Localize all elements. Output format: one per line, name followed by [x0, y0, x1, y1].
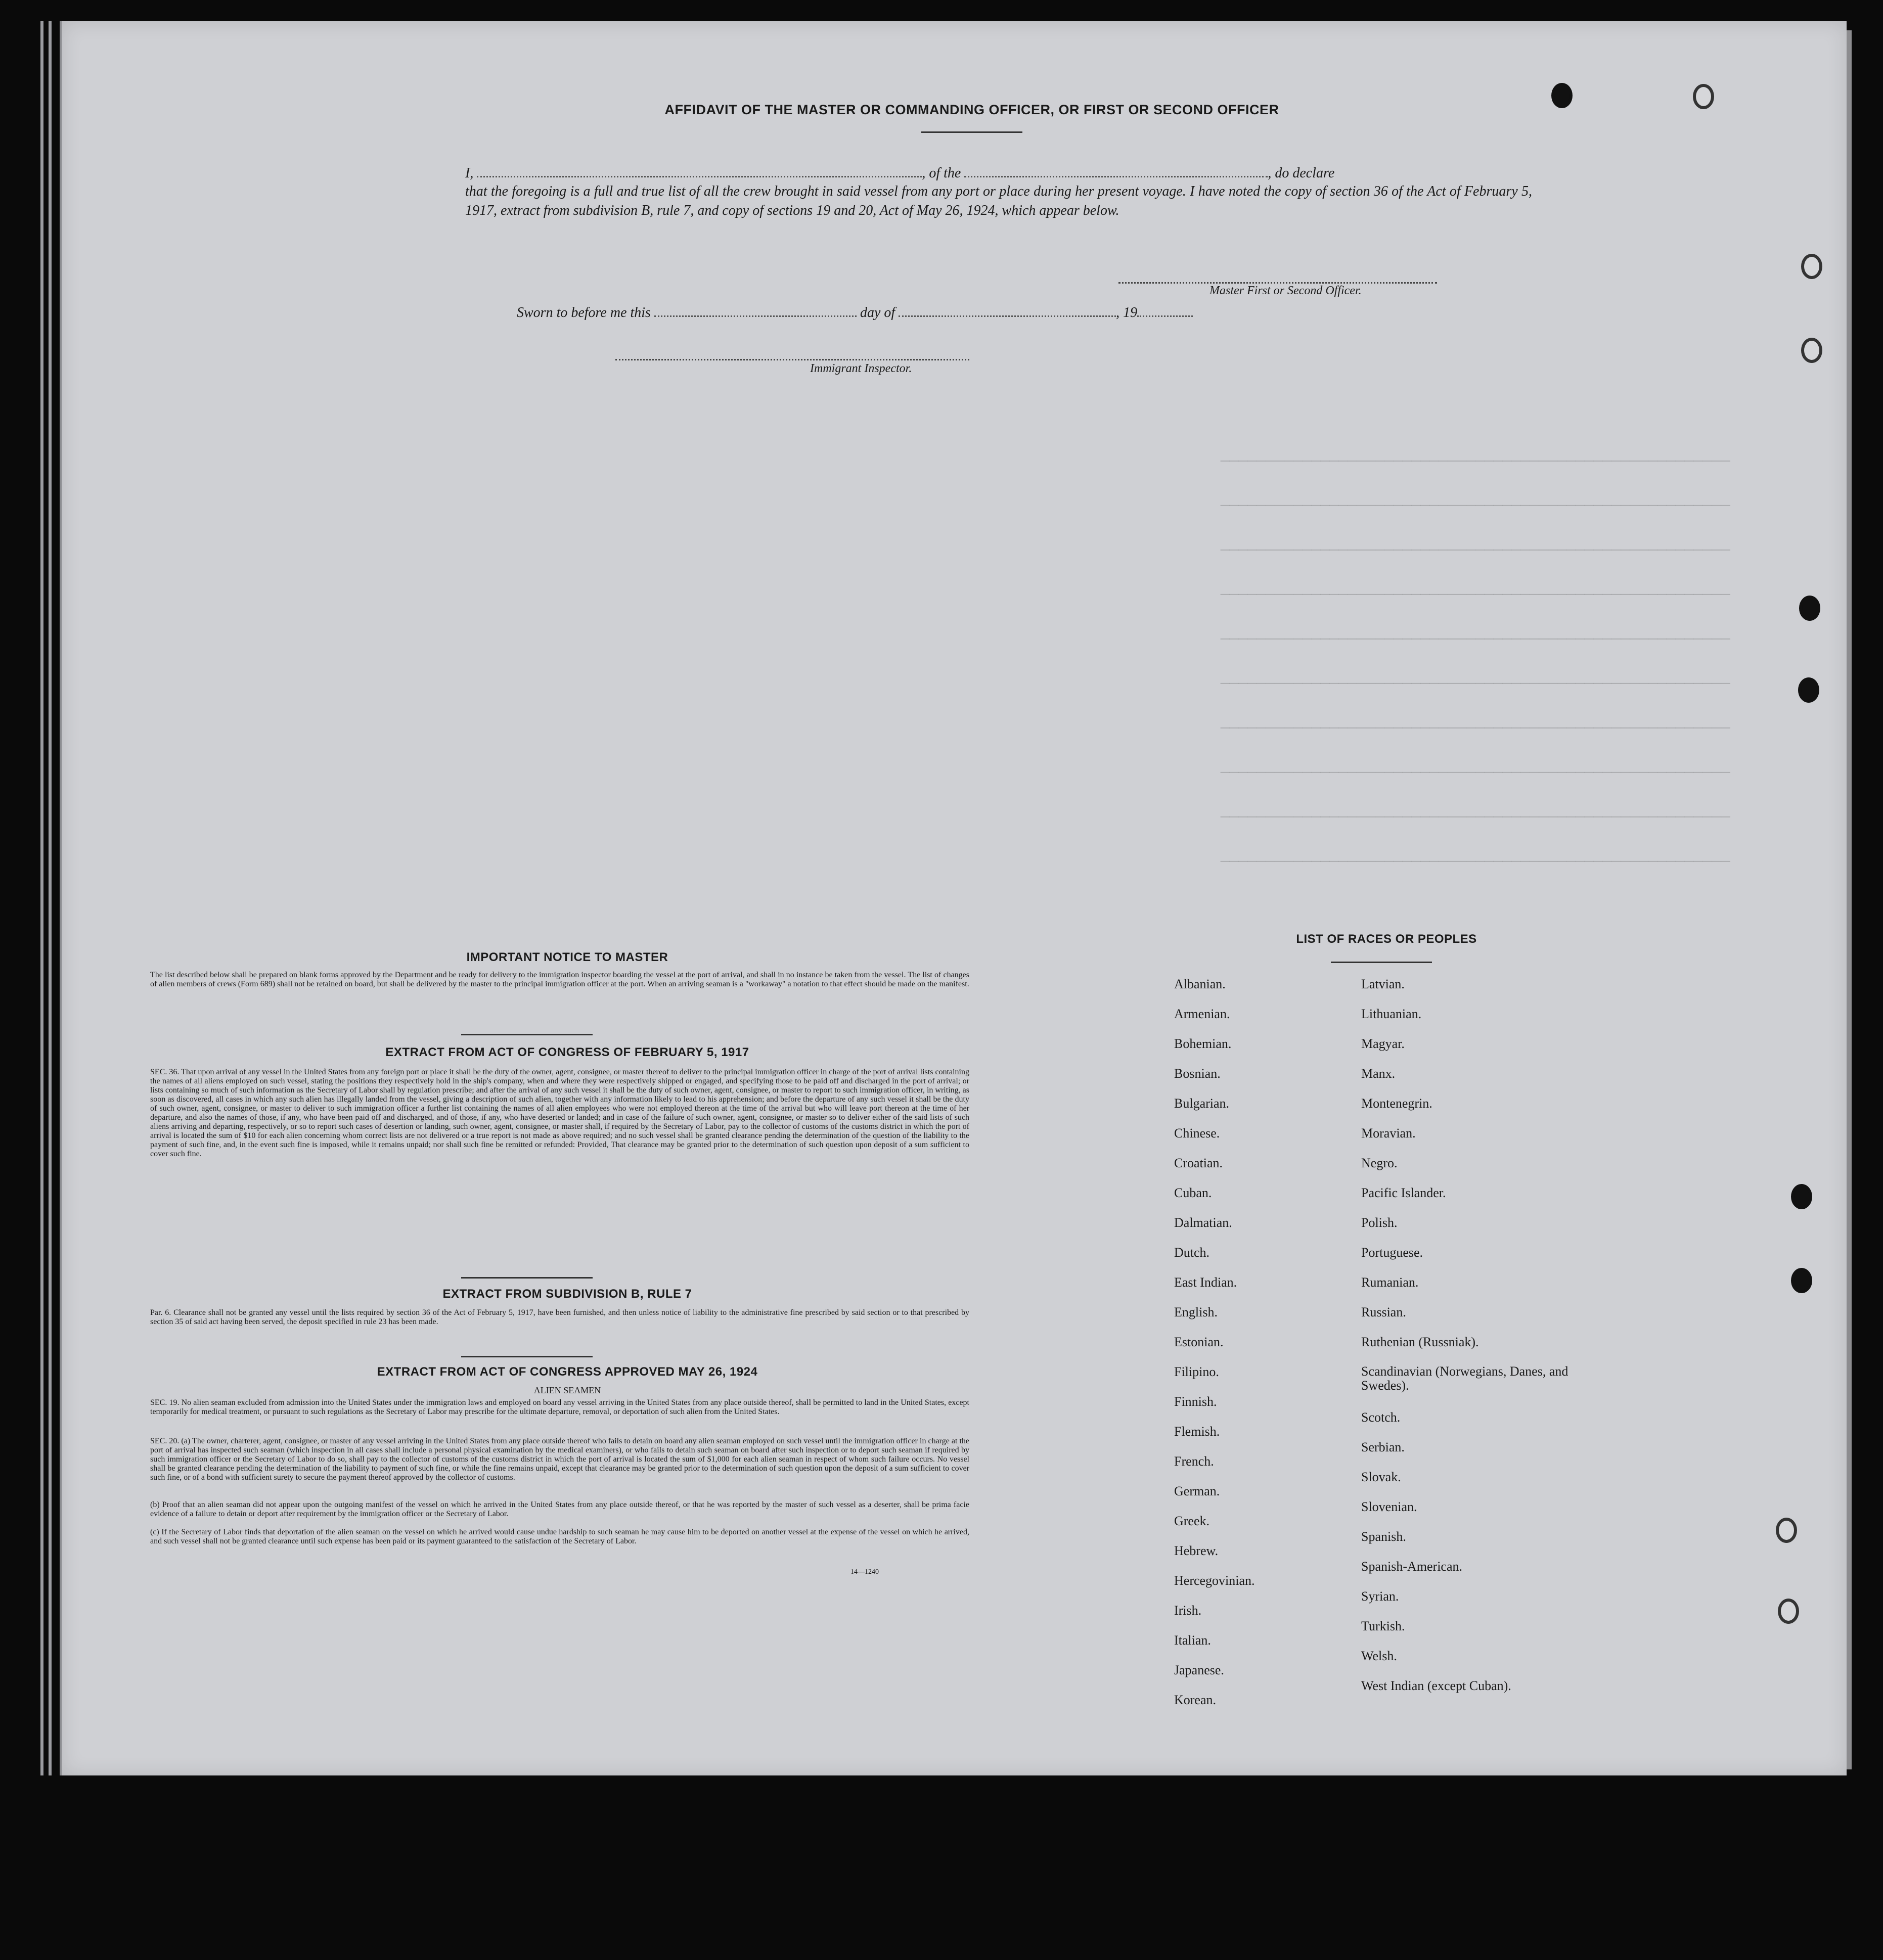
- sworn-year-field[interactable]: [1137, 303, 1193, 317]
- race-item: Scotch.: [1361, 1410, 1401, 1425]
- race-item: Negro.: [1361, 1156, 1398, 1170]
- race-item: Spanish-American.: [1361, 1559, 1463, 1574]
- affidavit-body: that the foregoing is a full and true list of all the crew brought in said vessel from any port or place during her present voyage. I have noted the copy of section 36 of the Act of February 5, 1917, extract from subdivision B, rule 7, and copy of sections 19 and 20, Act of May 26, 1924, which appear below.: [465, 184, 1532, 218]
- race-item: West Indian (except Cuban).: [1361, 1678, 1511, 1693]
- bleed-through-rows: ──────────────────────────────────────────────────────── ──────────────────────────────────────────────────────── ──────────────────────────────────────────────────────── ──────────────────────────────────────────────────────── ──────────────────────────────────────────────────────── ──────────────────────────────────────────────────────── ──────────────────────────────────────────────────────── ──────────────────────────────────────────────────────── ──────────────────────────────────────────────────────── ────────────────────────────────────────────────────────: [1220, 453, 1730, 871]
- inspector-signature-line[interactable]: [615, 359, 969, 360]
- race-item: Albanian.: [1174, 977, 1226, 991]
- race-item: Bosnian.: [1174, 1066, 1221, 1081]
- race-item: Pacific Islander.: [1361, 1186, 1446, 1200]
- extract-1924-sec20b: (b) Proof that an alien seaman did not appear upon the outgoing manifest of the vessel on which he arrived in the United States from any place outside thereof, or that he was reported by the master of such vessel as a deserter, shall be prima facie evidence of a failure to detain or deport after requirement by the immigration officer or the Secretary of Labor.: [150, 1500, 969, 1518]
- race-item: Portuguese.: [1361, 1245, 1423, 1260]
- extract-1917-rule: [461, 1277, 593, 1279]
- master-signature-line[interactable]: [1118, 282, 1437, 284]
- race-item: French.: [1174, 1454, 1214, 1469]
- notice-text: The list described below shall be prepared on blank forms approved by the Department and be ready for delivery to the immigration inspector boarding the vessel at the port of arrival, and shall in no instance be taken from the vessel. The list of changes of alien members of crews (Form 689) shall not be retained on board, but shall be delivered by the master to the principal immigration officer at the port. When an arriving seaman is a "workaway" a notation to that effect should be made on the manifest.: [150, 971, 969, 988]
- binder-hole-icon: [1551, 83, 1573, 108]
- race-item: Moravian.: [1361, 1126, 1416, 1141]
- extract-1917-title: EXTRACT FROM ACT OF CONGRESS OF FEBRUARY 5, 1917: [385, 1045, 749, 1059]
- extract-1917-text: SEC. 36. That upon arrival of any vessel in the United States from any foreign port or place it shall be the duty of the owner, agent, consignee, or master thereof to deliver to the principal immigration officer in charge of the port of arrival lists containing the names of all aliens employed on such vessel, stating the positions they respectively hold in the ship's company, when and where they were respectively shipped or engaged, and specifying those to be paid off and discharged in the port of arrival; or lists containing so much of such information as the Secretary of Labor shall by regulation prescribe; and after the arrival of any such vessel it shall be the duty of such owner, agent, consignee, or master to report to such immigration officer, in writing, as soon as discovered, all cases in which any such alien has illegally landed from the vessel, giving a description of such alien, together with any information likely to lead to his apprehension; and before the departure of any such vessel it shall be the duty of such owner, agent, consignee, or master to deliver to such immigration officer a further list containing the names of all alien employees who were not employed thereon at the time of the arrival but who will leave port thereon at the time of her departure, and also the names of those, if any, who have been paid off and discharged, and of those, if any, who have deserted or landed; and in case of the failure of such owner, agent, consignee, or master so to deliver either of the said lists of such aliens arriving and departing, respectively, or so to report such cases of desertion or landing, such owner, agent, consignee, or master shall, if required by the Secretary of Labor, pay to the collector of customs of the customs district in which the port of arrival is located the sum of $10 for each alien concerning whom correct lists are not delivered or a true report is not made as above required; and no such vessel shall be granted clearance pending the determination of the question of the liability to the payment of such fine, and, in the event such fine is imposed, while it remains unpaid; nor shall such fine be remitted or refunded: Provided, That clearance may be granted prior to the determination of such question upon deposit of a sum sufficient to cover such fine.: [150, 1068, 969, 1158]
- manifest-page: [60, 21, 1847, 1775]
- race-item: Serbian.: [1361, 1440, 1405, 1454]
- race-item: Dalmatian.: [1174, 1215, 1232, 1230]
- race-item: Welsh.: [1361, 1649, 1397, 1663]
- race-item: Bohemian.: [1174, 1036, 1232, 1051]
- race-item: Chinese.: [1174, 1126, 1220, 1141]
- affidavit-title: AFFIDAVIT OF THE MASTER OR COMMANDING OFFICER, OR FIRST OR SECOND OFFICER: [664, 102, 1279, 117]
- sworn-month-field[interactable]: [899, 303, 1116, 317]
- binder-hole-icon: [1799, 596, 1820, 621]
- sworn-day-field[interactable]: [654, 303, 857, 317]
- race-item: German.: [1174, 1484, 1220, 1498]
- declarant-name-field[interactable]: [477, 164, 922, 177]
- inspector-label: Immigrant Inspector.: [810, 362, 912, 375]
- sworn-label: Sworn to before me this: [517, 305, 651, 321]
- race-item: Flemish.: [1174, 1424, 1220, 1439]
- affidavit-declaration-line: [465, 164, 1532, 181]
- extract-1924-title: EXTRACT FROM ACT OF CONGRESS APPROVED MAY 26, 1924: [377, 1365, 758, 1379]
- race-item: Filipino.: [1174, 1364, 1219, 1379]
- race-item: Turkish.: [1361, 1619, 1405, 1633]
- binder-hole-icon: [1791, 1268, 1812, 1293]
- race-item: Slovak.: [1361, 1470, 1401, 1484]
- binder-hole-icon: [1693, 84, 1714, 109]
- race-item: Rumanian.: [1361, 1275, 1419, 1290]
- binder-hole-icon: [1778, 1599, 1799, 1624]
- sworn-year-label: , 19: [1116, 305, 1138, 321]
- form-number: 14—1240: [850, 1568, 879, 1576]
- binder-hole-icon: [1798, 677, 1819, 703]
- affidavit-i-label: I,: [465, 165, 474, 181]
- vessel-field[interactable]: [964, 164, 1268, 177]
- extract-rule7-title: EXTRACT FROM SUBDIVISION B, RULE 7: [442, 1287, 692, 1301]
- race-item: Slovenian.: [1361, 1499, 1417, 1514]
- race-item: Russian.: [1361, 1305, 1406, 1319]
- page-edge-left: [40, 21, 43, 1775]
- race-item: Croatian.: [1174, 1156, 1223, 1170]
- sworn-day-of-label: day of: [860, 305, 895, 321]
- page-edge-left-2: [49, 21, 52, 1775]
- affidavit-of-the-label: , of the: [922, 165, 961, 181]
- race-item: Italian.: [1174, 1633, 1211, 1648]
- extract-rule7-text: Par. 6. Clearance shall not be granted any vessel until the lists required by section 36 of the Act of February 5, 1917, have been furnished, and then unless notice of liability to the administrative fine prescribed by said section or to that prescribed by section 35 of said act having been served, the deposit specified in rule 23 has been made.: [150, 1308, 969, 1326]
- races-column-1: [1174, 977, 1366, 1722]
- notice-title: IMPORTANT NOTICE TO MASTER: [466, 950, 668, 964]
- notice-rule: [461, 1034, 593, 1035]
- race-item: Greek.: [1174, 1514, 1210, 1528]
- race-item: Latvian.: [1361, 977, 1405, 991]
- race-item: Spanish.: [1361, 1529, 1406, 1544]
- race-item: Estonian.: [1174, 1335, 1224, 1349]
- affidavit-title-rule: [921, 131, 1022, 133]
- race-item: Manx.: [1361, 1066, 1396, 1081]
- extract-rule7-rule: [461, 1356, 593, 1357]
- race-item: Magyar.: [1361, 1036, 1405, 1051]
- race-item: Syrian.: [1361, 1589, 1399, 1604]
- alien-seamen-subtitle: ALIEN SEAMEN: [533, 1385, 601, 1395]
- race-item: Japanese.: [1174, 1663, 1224, 1677]
- race-item: English.: [1174, 1305, 1218, 1319]
- races-title: LIST OF RACES OR PEOPLES: [1296, 932, 1477, 946]
- race-item: Korean.: [1174, 1693, 1217, 1707]
- races-column-2: [1361, 977, 1574, 1708]
- race-item: Montenegrin.: [1361, 1096, 1432, 1111]
- extract-1924-sec19: SEC. 19. No alien seaman excluded from admission into the United States under the immigration laws and employed on board any vessel arriving in the United States from any place outside thereof, shall be permitted to land in the United States, except temporarily for medical treatment, or pursuant to such regulations as the Secretary of Labor may prescribe for the ultimate departure, removal, or deportation of such alien from the United States.: [150, 1398, 969, 1416]
- binder-hole-icon: [1776, 1518, 1797, 1543]
- master-signature-label: Master First or Second Officer.: [1209, 284, 1362, 297]
- binder-hole-icon: [1801, 338, 1822, 363]
- race-item: Finnish.: [1174, 1394, 1217, 1409]
- race-item: Hercegovinian.: [1174, 1573, 1255, 1588]
- affidavit-declare-label: , do declare: [1268, 165, 1335, 181]
- race-item: Ruthenian (Russniak).: [1361, 1335, 1479, 1349]
- race-item: Hebrew.: [1174, 1543, 1219, 1558]
- binder-hole-icon: [1791, 1184, 1812, 1209]
- race-item: Dutch.: [1174, 1245, 1210, 1260]
- race-item: Polish.: [1361, 1215, 1398, 1230]
- binder-hole-icon: [1801, 254, 1822, 279]
- race-item: Bulgarian.: [1174, 1096, 1230, 1111]
- race-item: East Indian.: [1174, 1275, 1237, 1290]
- sworn-line: [517, 303, 1193, 321]
- race-item: Cuban.: [1174, 1186, 1212, 1200]
- race-item: Lithuanian.: [1361, 1007, 1422, 1021]
- race-item: Scandinavian (Norwegians, Danes, and Swedes).: [1361, 1364, 1568, 1393]
- races-title-rule: [1331, 962, 1432, 963]
- extract-1924-sec20c: (c) If the Secretary of Labor finds that deportation of the alien seaman on the vessel on which he arrived would cause undue hardship to such seaman he may cause him to be deported on another vessel at the expense of the vessel on which he arrived, and such vessel shall not be granted clearance until such expense has been paid or its payment guaranteed to the satisfaction of the Secretary of Labor.: [150, 1528, 969, 1545]
- extract-1924-sec20a: SEC. 20. (a) The owner, charterer, agent, consignee, or master of any vessel arriving in the United States from any place outside thereof who fails to detain on board any alien seaman employed on such vessel until the immigration officer in charge at the port of arrival has inspected such seaman (which inspection in all cases shall include a personal physical examination by the medical examiners), or who fails to detain such seaman on board after such inspection or to deport such seaman if required by such immigration officer or the Secretary of Labor to do so, shall pay to the collector of customs of the customs district in which the port of arrival is located the sum of $1,000 for each alien seaman in respect of whom such failure occurs. No vessel shall be granted clearance pending the determination of the liability to payment of such fine, or while the fine remains unpaid, except that clearance may be granted prior to the determination of such question upon the deposit of a sum sufficient to cover such fine, or of a bond with sufficient surety to secure the payment thereof approved by the collector of customs.: [150, 1437, 969, 1482]
- race-item: Armenian.: [1174, 1007, 1230, 1021]
- race-item: Irish.: [1174, 1603, 1202, 1618]
